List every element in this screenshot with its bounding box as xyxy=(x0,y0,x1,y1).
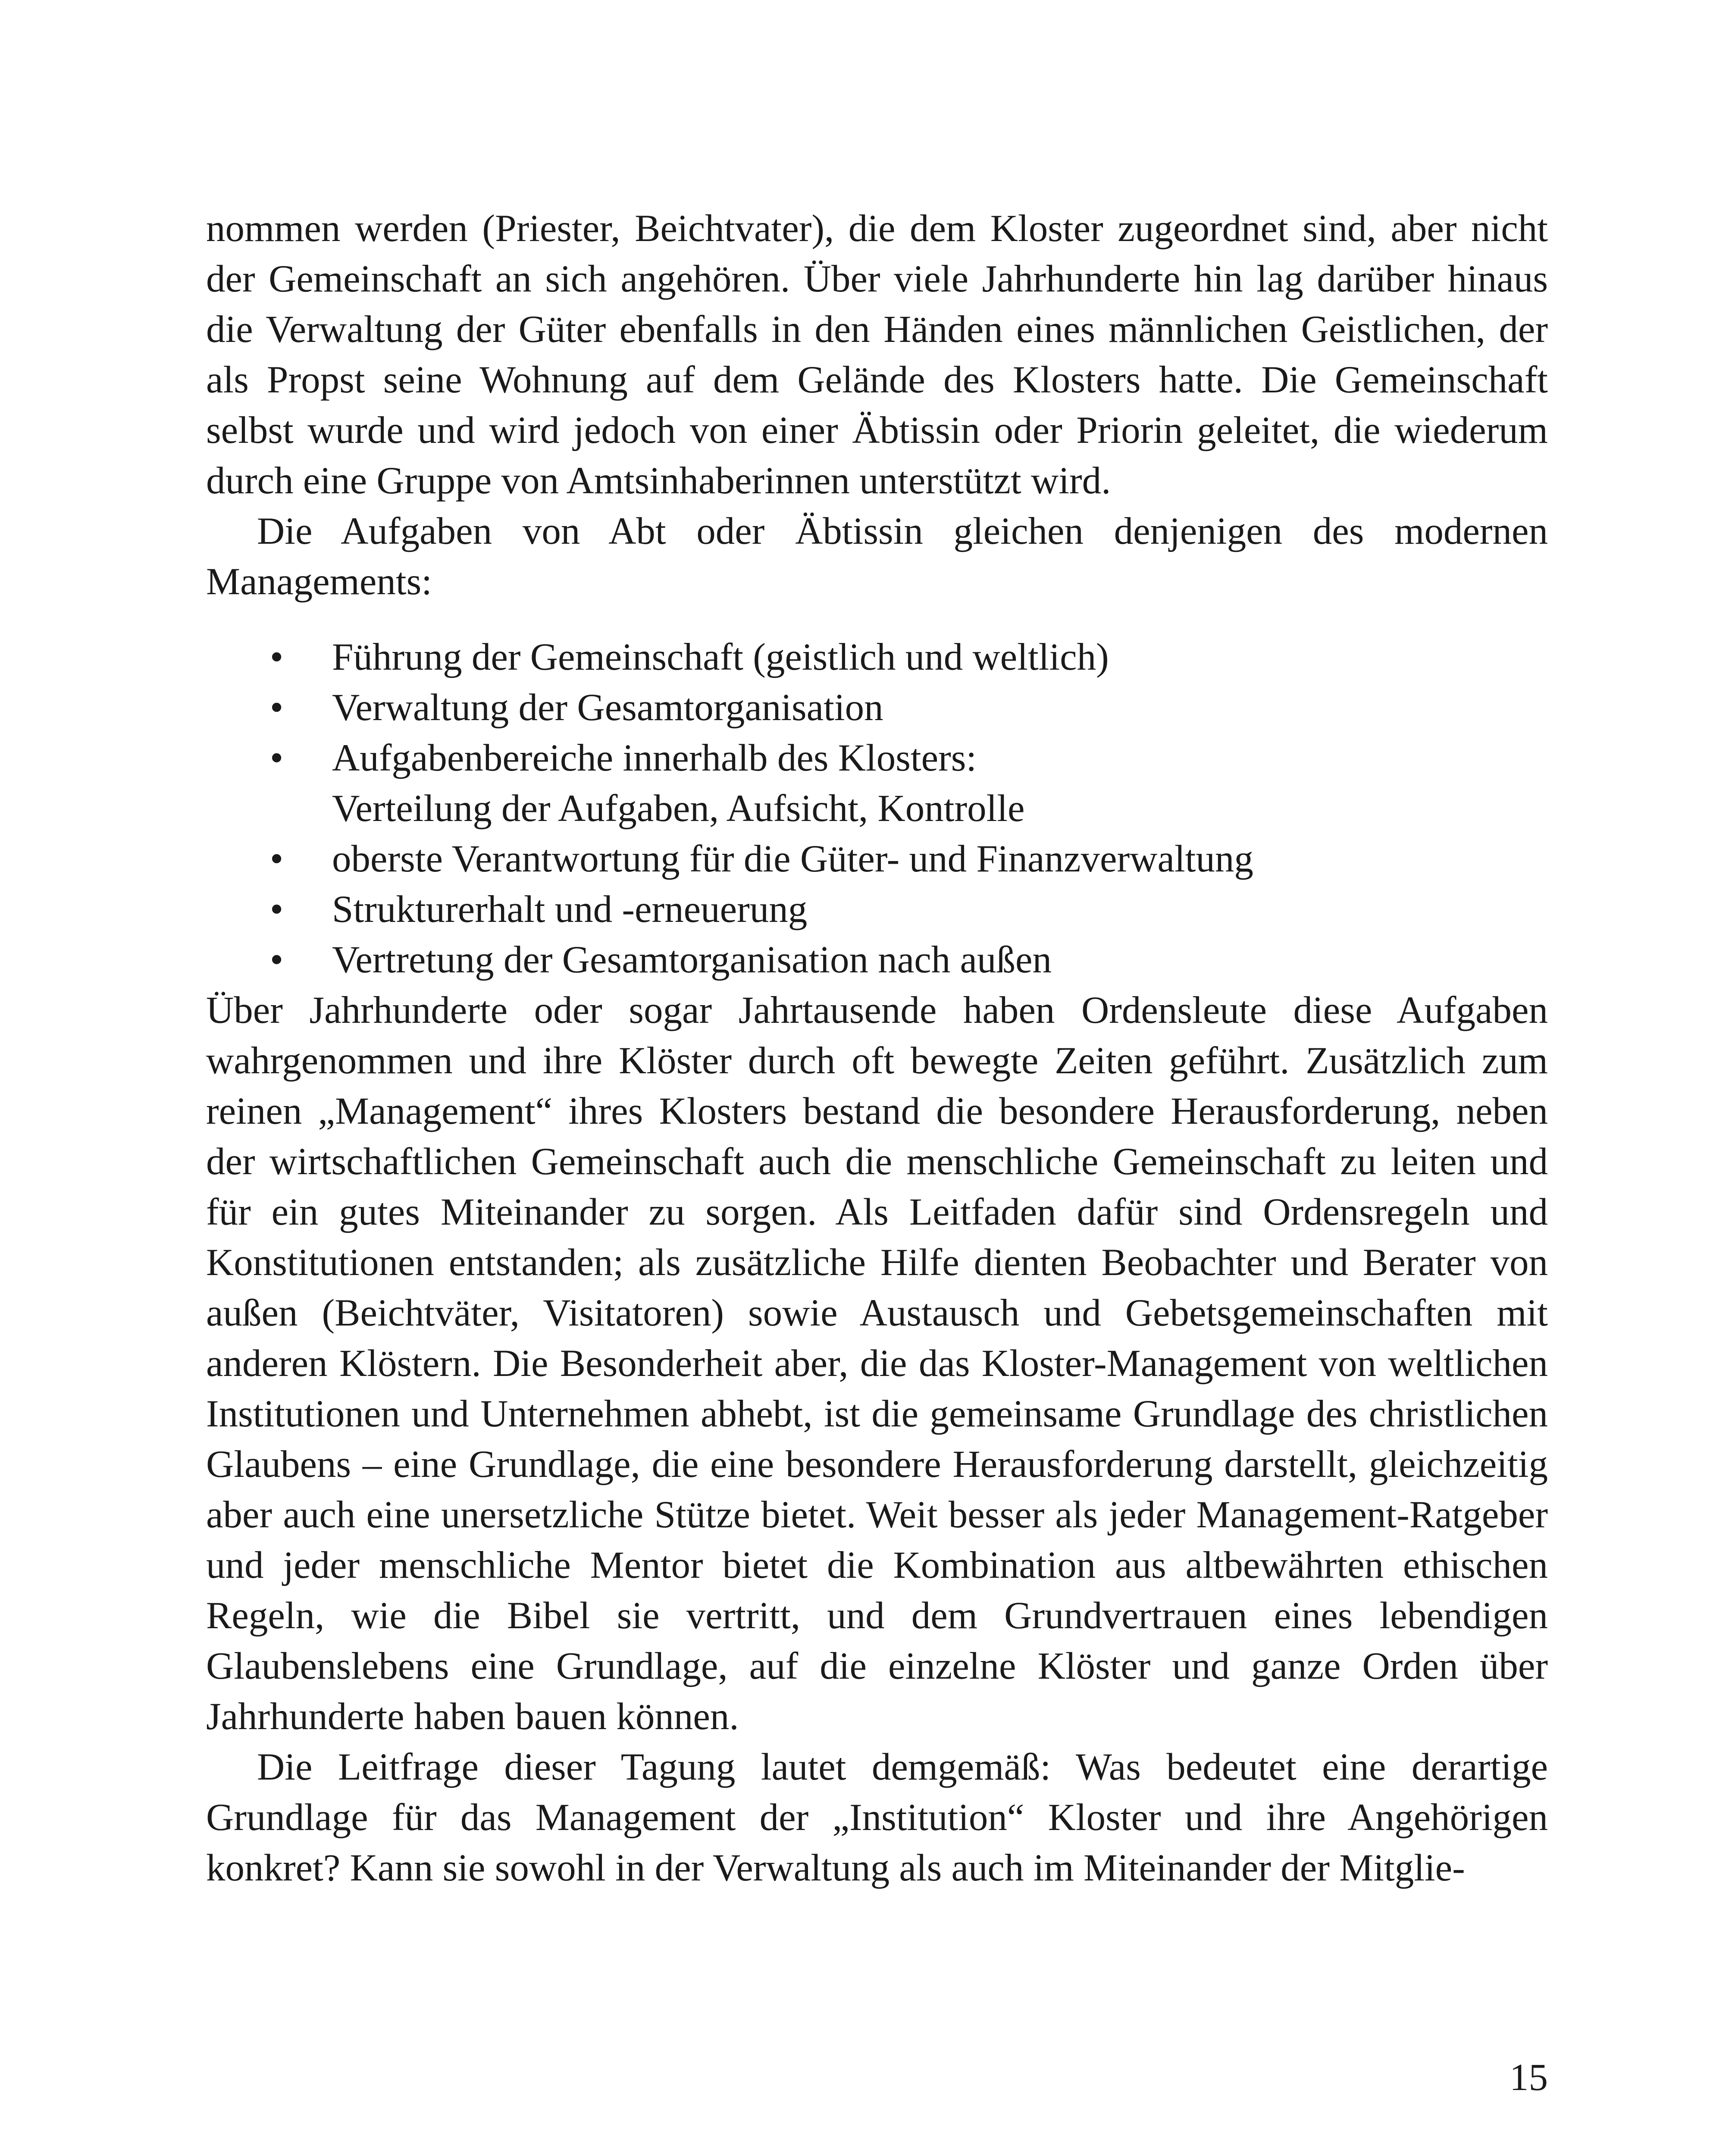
bullet-icon: • xyxy=(270,838,284,880)
list-item-text: Aufgabenbereiche innerhalb des Klosters: xyxy=(332,737,977,779)
list-item-text: Vertretung der Gesamtorganisation nach außen xyxy=(332,939,1052,981)
list-item xyxy=(206,683,1548,733)
list-item-text: Führung der Gemeinschaft (geistlich und weltlich) xyxy=(332,636,1109,678)
list-item-text: oberste Verantwortung für die Güter- und Finanzverwaltung xyxy=(332,838,1253,880)
list-item-text-continued: Verteilung der Aufgaben, Aufsicht, Kontrolle xyxy=(332,787,1025,830)
paragraph-guiding-question: Die Leitfrage dieser Tagung lautet demgemäß: Was bedeutet eine derartige Grundlage für das Management der „Institution“ Kloster und ihre Angehörigen konkret? Kann sie sowohl in der Verwaltung als auch im Miteinander der Mitglie- xyxy=(206,1746,1548,1889)
bullet-icon: • xyxy=(270,686,284,729)
task-bullet-list xyxy=(206,632,1548,985)
list-item-text: Verwaltung der Gesamtorganisation xyxy=(332,686,883,729)
list-item xyxy=(206,733,1548,834)
bullet-icon: • xyxy=(270,939,284,981)
page-number: 15 xyxy=(1510,2056,1548,2099)
body-text xyxy=(206,204,1548,1893)
bullet-icon: • xyxy=(270,888,284,931)
list-item-text: Strukturerhalt und -erneuerung xyxy=(332,888,808,931)
list-item xyxy=(206,935,1548,985)
bullet-icon: • xyxy=(270,636,284,678)
paragraph-tasks-intro: Die Aufgaben von Abt oder Äbtissin gleichen denjenigen des modernen Managements: xyxy=(206,510,1548,603)
list-item xyxy=(206,834,1548,884)
bullet-icon: • xyxy=(270,737,284,779)
list-item xyxy=(206,884,1548,935)
paragraph-history: Über Jahrhunderte oder sogar Jahrtausende haben Ordensleute diese Aufgaben wahrgenommen und ihre Klöster durch oft bewegte Zeiten geführt. Zusätzlich zum reinen „Management“ ihres Klosters bestand die besondere Herausforderung, neben der wirtschaftlichen Gemeinschaft auch die menschliche Gemeinschaft zu leiten und für ein gutes Miteinander zu sorgen. Als Leitfaden dafür sind Ordensregeln und Konstitutionen entstanden; als zusätzliche Hilfe dienten Beobachter und Berater von außen (Beichtväter, Visitatoren) sowie Austausch und Gebetsgemeinschaften mit anderen Klöstern. Die Besonderheit aber, die das Kloster-Management von weltlichen Institutionen und Unternehmen abhebt, ist die gemeinsame Grundlage des christlichen Glaubens – eine Grundlage, die eine besondere Herausforderung darstellt, gleichzeitig aber auch eine unersetzliche Stütze bietet. Weit besser als jeder Management-Ratgeber und jeder menschliche Mentor bietet die Kombination aus altbewährten ethischen Regeln, wie die Bibel sie vertritt, und dem Grundvertrauen eines lebendigen Glaubenslebens eine Grundlage, auf die einzelne Klöster und ganze Orden über Jahrhunderte haben bauen können. xyxy=(206,989,1548,1738)
paragraph-continuation: nommen werden (Priester, Beichtvater), die dem Kloster zugeordnet sind, aber nicht der Gemeinschaft an sich angehören. Über viele Jahrhunderte hin lag darüber hinaus die Verwaltung der Güter ebenfalls in den Händen eines männlichen Geistlichen, der als Propst seine Wohnung auf dem Gelände des Klosters hatte. Die Gemeinschaft selbst wurde und wird jedoch von einer Äbtissin oder Priorin geleitet, die wiederum durch eine Gruppe von Amtsinhaberinnen unterstützt wird. xyxy=(206,207,1548,502)
list-item xyxy=(206,632,1548,683)
